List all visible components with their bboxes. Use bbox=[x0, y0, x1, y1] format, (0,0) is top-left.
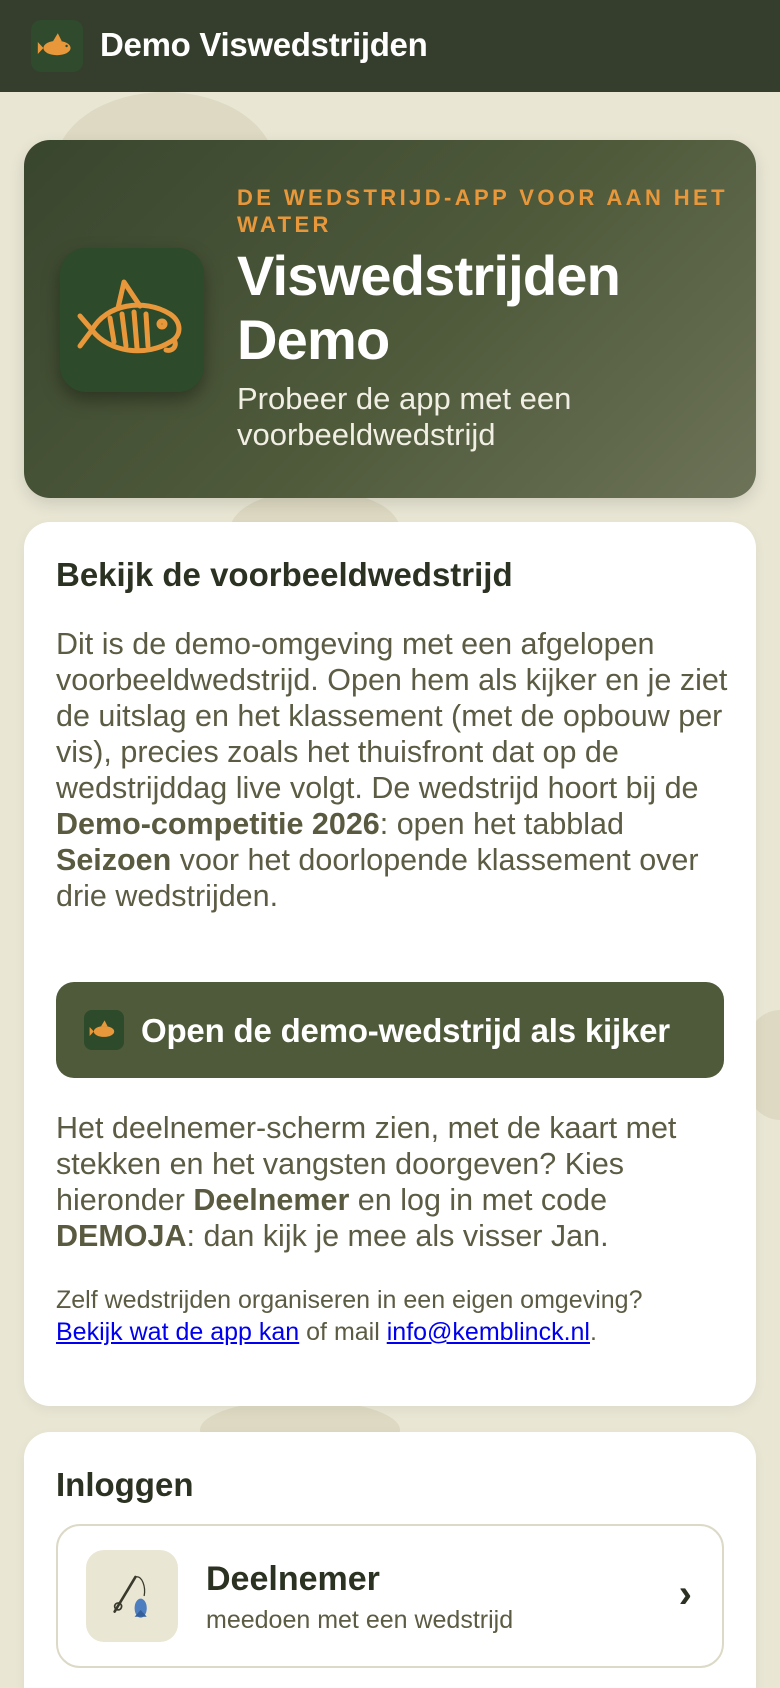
demo-description-text: voor het doorlopende klassement over drie wedstrijden. bbox=[56, 843, 699, 913]
chevron-right-icon: › bbox=[678, 1572, 692, 1616]
organizer-note-text: Zelf wedstrijden organiseren in een eigen omgeving? bbox=[56, 1286, 643, 1314]
login-card-title: Inloggen bbox=[56, 1466, 194, 1503]
role-title: Deelnemer bbox=[206, 1560, 380, 1598]
participant-instructions-text: en log in met code bbox=[349, 1183, 608, 1217]
open-demo-button-label: Open de demo-wedstrijd als kijker bbox=[141, 1012, 670, 1049]
angler-icon bbox=[86, 1550, 178, 1642]
carp-logo-icon bbox=[84, 1010, 124, 1050]
organizer-note bbox=[56, 1284, 728, 1348]
demo-description-text: : open het tabblad bbox=[379, 807, 624, 841]
hero-kicker: DE WEDSTRIJD-APP VOOR AAN HET WATER bbox=[237, 185, 728, 237]
participant-role-name: Deelnemer bbox=[193, 1183, 350, 1217]
hero-title: Viswedstrijden Demo bbox=[237, 244, 621, 371]
organizer-note-text: of mail bbox=[299, 1318, 387, 1346]
participant-instructions-text: : dan kijk je mee als visser Jan. bbox=[186, 1219, 609, 1253]
demo-card-title: Bekijk de voorbeeldwedstrijd bbox=[56, 556, 513, 593]
open-demo-as-viewer-button[interactable] bbox=[56, 982, 724, 1078]
organizer-note-text: . bbox=[589, 1318, 597, 1346]
hero-banner bbox=[24, 140, 756, 498]
email-link[interactable]: info@kemblinck.nl bbox=[386, 1318, 590, 1346]
competition-name: Demo-competitie 2026 bbox=[56, 807, 380, 841]
app-header bbox=[0, 0, 780, 92]
participant-instructions-text: Het deelnemer-scherm zien, met de kaart met stekken en het vangsten doorgeven? Kies hieronder bbox=[56, 1111, 677, 1217]
demo-description bbox=[56, 626, 728, 914]
role-subtitle: meedoen met een wedstrijd bbox=[206, 1606, 514, 1634]
carp-logo-icon bbox=[60, 248, 204, 392]
demo-description-text: Dit is de demo-omgeving met een afgelopen voorbeeldwedstrijd. Open hem als kijker en je ziet de uitslag en het klassement (met de opbouw per vis), precies zoals het thuisfront dat op de wedstrijddag live volgt. De wedstrijd hoort bij de bbox=[56, 627, 728, 805]
demo-card bbox=[24, 522, 756, 1406]
role-option-participant[interactable] bbox=[56, 1524, 724, 1668]
features-link[interactable]: Bekijk wat de app kan bbox=[56, 1318, 300, 1346]
login-card bbox=[24, 1432, 756, 1688]
participant-instructions bbox=[56, 1110, 728, 1254]
app-title: Demo Viswedstrijden bbox=[100, 26, 428, 63]
season-tab-name: Seizoen bbox=[56, 843, 172, 877]
demo-login-code: DEMOJA bbox=[56, 1219, 187, 1253]
carp-logo-icon bbox=[31, 20, 83, 72]
hero-subtitle: Probeer de app met een voorbeeldwedstrijd bbox=[237, 381, 572, 452]
